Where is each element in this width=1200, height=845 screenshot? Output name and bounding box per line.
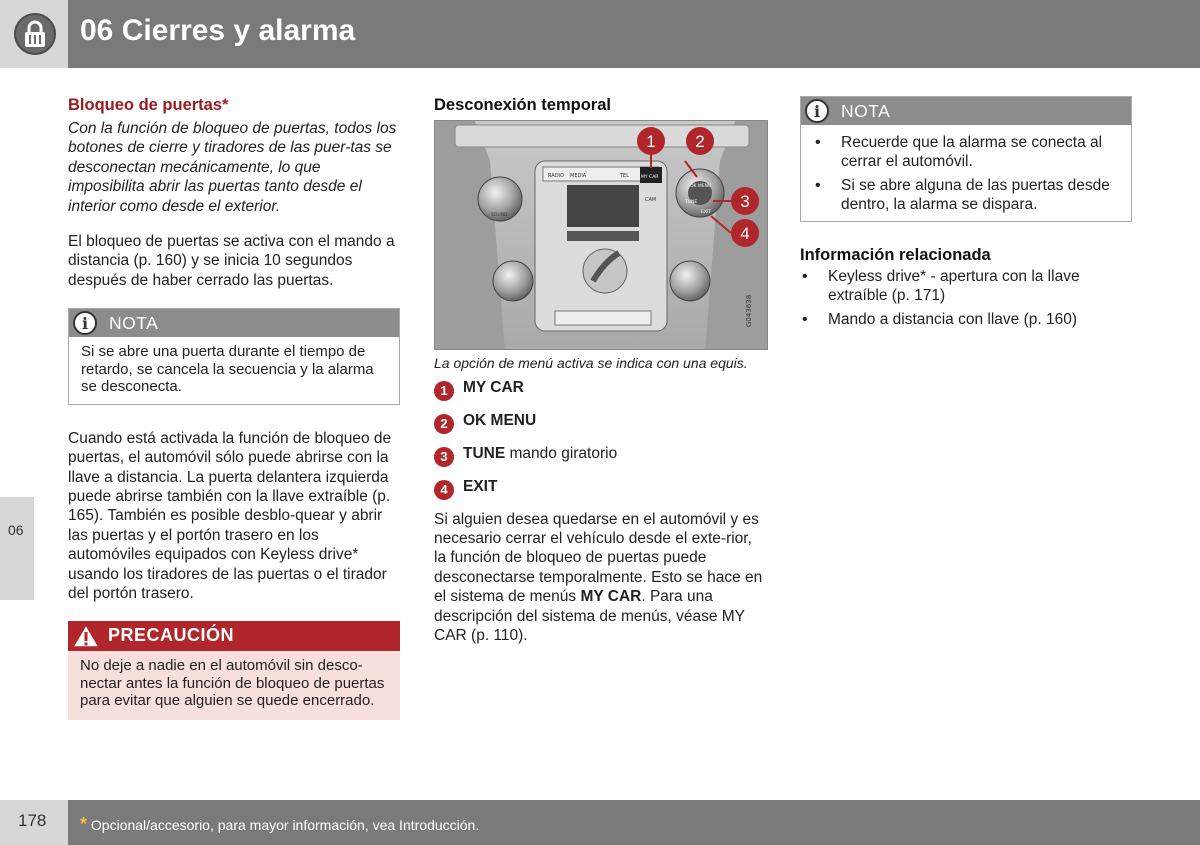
- figure-code: G043638: [745, 294, 753, 327]
- paragraph-unlock: Cuando está activada la función de bloqueo de puertas, el automóvil sólo puede abrirse con la llave a distancia. La puerta delantera izquierda puede abrirse también con la llave extraíble (p. 165). También es posible desblo-quear y abrir las puertas y el portón trasero en los automóviles equipados con Keyless drive* usando los tiradores de las puertas o el tirador del portón trasero.: [68, 429, 392, 602]
- paragraph-activation: El bloqueo de puertas se activa con el mando a distancia (p. 160) y se inicia 10 segundos después de haber cerrado las puertas.: [68, 233, 395, 289]
- column-right: [800, 96, 1132, 334]
- note-header: [69, 309, 399, 337]
- item-bold: OK MENU: [463, 411, 537, 429]
- paragraph-part-b: . Para una descripción del sistema de menús, véase MY CAR (p. 110).: [434, 588, 745, 644]
- callout-1-label: 1: [646, 132, 656, 151]
- btn-cam-label: CAM: [645, 197, 657, 203]
- header-icon-area: [0, 0, 68, 68]
- related-link[interactable]: • Mando a distancia con llave (p. 160): [800, 310, 1132, 329]
- item-bold: TUNE: [463, 444, 506, 462]
- section-title-temporary: Desconexión temporal: [434, 96, 611, 114]
- note-box: [68, 308, 400, 405]
- list-item: [434, 378, 768, 411]
- list-item: • Si se abre alguna de las puertas desde dentro, la alarma se dispara.: [813, 176, 1119, 214]
- note-text: Si se abre una puerta durante el tiempo de retardo, se cancela la secuencia y la alarma se desconecta.: [81, 343, 374, 396]
- item-bold: MY CAR: [463, 378, 524, 396]
- number-badge: 4: [434, 480, 454, 500]
- related-links: [800, 267, 1132, 329]
- callout-4-label: 4: [740, 224, 750, 243]
- column-middle: [434, 96, 768, 645]
- item-text: mando giratorio: [505, 444, 618, 462]
- btn-sound-label: SOUND: [491, 213, 508, 218]
- list-item: [434, 444, 768, 477]
- callout-3-label: 3: [740, 192, 750, 211]
- btn-okmenu-label: OK MENU: [690, 184, 712, 189]
- btn-radio-label: RADIO: [548, 173, 564, 179]
- chapter-side-tab: [0, 497, 34, 600]
- note-label: NOTA: [841, 101, 891, 121]
- warning-icon: [71, 623, 101, 649]
- intro-text: Con la función de bloqueo de puertas, todos los botones de cierre y tiradores de las puer-tas se desconectan mecánicamente, lo que imposibilita abrir las puertas tanto desde el interior como desde el exterior.: [68, 120, 397, 215]
- control-list: [434, 378, 768, 510]
- paragraph-temporary: [434, 510, 768, 646]
- center-console-illustration: [435, 121, 768, 350]
- footnote-text: Opcional/accesorio, para mayor información, vea Introducción.: [90, 817, 480, 833]
- number-badge: 1: [434, 381, 454, 401]
- btn-exit-label: EXIT: [701, 210, 712, 215]
- footnote-star: *: [80, 814, 88, 834]
- btn-media-label: MEDIA: [570, 173, 587, 179]
- list-item: • Recuerde que la alarma se conecta al cerrar el automóvil.: [813, 133, 1119, 171]
- number-badge: 3: [434, 447, 454, 467]
- callout-2-label: 2: [695, 132, 705, 151]
- btn-tune-label: TUNE: [685, 200, 698, 205]
- caution-header: [68, 621, 400, 651]
- footnote: [80, 814, 479, 835]
- page-number: 178: [18, 811, 47, 830]
- section-title-door-lock: Bloqueo de puertas*: [68, 96, 229, 114]
- figure-caption: La opción de menú activa se indica con una equis.: [434, 355, 748, 371]
- note-bullets: [801, 125, 1131, 221]
- note-header: [801, 97, 1131, 125]
- btn-tel-label: TEL: [620, 173, 629, 179]
- paragraph-bold: MY CAR: [580, 588, 642, 606]
- lock-icon: [14, 13, 56, 55]
- list-item: [434, 411, 768, 444]
- item-bold: EXIT: [463, 477, 498, 495]
- column-left: [68, 96, 400, 720]
- number-badge: 2: [434, 414, 454, 434]
- related-link[interactable]: • Keyless drive* - apertura con la llave extraíble (p. 171): [800, 267, 1132, 305]
- paragraph-part-a: Si alguien desea quedarse en el automóvil y es necesario cerrar el vehículo desde el exte-rior, la función de bloqueo de puertas puede desconectarse temporalmente. Esto se hace en el sistema de menús: [434, 510, 763, 606]
- page-title: 06 Cierres y alarma: [80, 14, 356, 47]
- console-figure: [434, 120, 768, 350]
- info-icon: i: [73, 311, 97, 335]
- chapter-side-tab-label: 06: [8, 522, 24, 538]
- caution-text: No deje a nadie en el automóvil sin desco-nectar antes la función de bloqueo de puertas para evitar que alguien se quede encerrado.: [80, 657, 385, 710]
- info-icon: i: [805, 99, 829, 123]
- caution-box: [68, 621, 400, 720]
- caution-label: PRECAUCIÓN: [108, 625, 235, 646]
- btn-mycar-label: MY CAR: [641, 175, 659, 180]
- list-item: [434, 477, 768, 510]
- note-box-alarm: [800, 96, 1132, 222]
- note-label: NOTA: [109, 313, 159, 334]
- related-info-title: Información relacionada: [800, 246, 991, 264]
